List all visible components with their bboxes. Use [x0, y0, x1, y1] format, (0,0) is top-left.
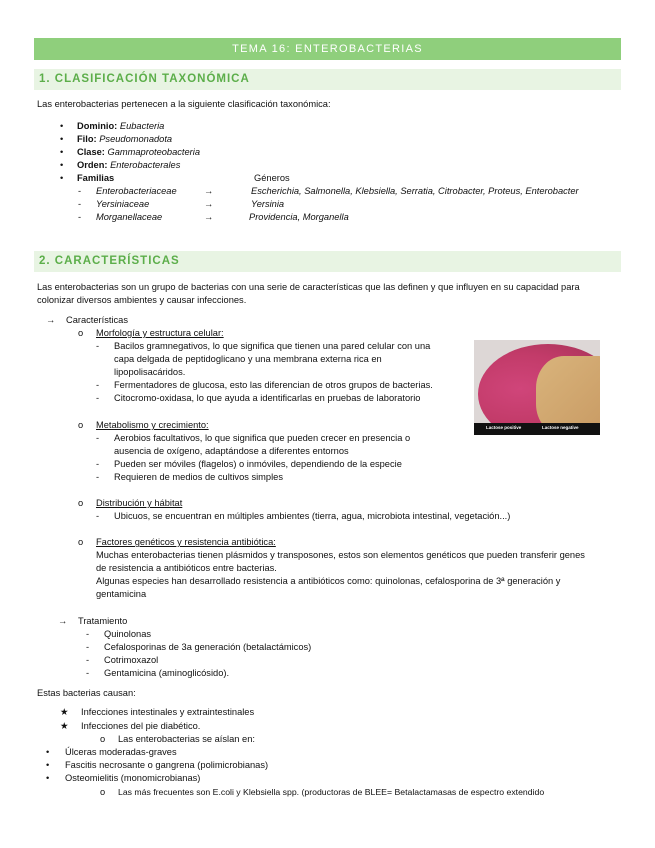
arrow-icon: →	[204, 186, 214, 196]
factores-line: gentamicina	[96, 589, 147, 599]
morfologia-line: Bacilos gramnegativos, lo que significa que tienen una pared celular con una	[114, 341, 431, 351]
dash-glyph: -	[96, 472, 100, 482]
tratamiento-item: Gentamicina (aminoglicósido).	[104, 668, 230, 678]
dash-glyph: -	[78, 212, 82, 222]
arrow-icon: →	[58, 616, 68, 626]
photo-caption-left: Lactose positive	[486, 425, 522, 430]
aislan-text: Las enterobacterias se aíslan en:	[118, 734, 255, 744]
family-genera: Escherichia, Salmonella, Klebsiella, Serratia, Citrobacter, Proteus, Enterobacter	[251, 186, 579, 196]
section2-heading: 2. CARACTERÍSTICAS	[39, 255, 180, 267]
arrow-icon: →	[204, 199, 214, 209]
circle-bullet: o	[78, 328, 84, 338]
taxonomy-item: Clase: Gammaproteobacteria	[77, 147, 200, 157]
morfologia-line: Citocromo-oxidasa, lo que ayuda a identificarlas en pruebas de laboratorio	[114, 393, 421, 403]
dash-glyph: -	[86, 655, 90, 665]
dash-glyph: -	[96, 433, 100, 443]
photo-caption-right: Lactose negative	[542, 425, 579, 430]
bullet-glyph: •	[46, 747, 50, 757]
metabolismo-title: Metabolismo y crecimiento:	[96, 420, 209, 430]
family-genera: Providencia, Morganella	[249, 212, 349, 222]
metabolismo-line: Pueden ser móviles (flagelos) o inmóviles, dependiendo de la especie	[114, 459, 402, 469]
circle-bullet: o	[78, 420, 84, 430]
causan-star-item: Infecciones del pie diabético.	[81, 721, 201, 731]
bullet-glyph: •	[60, 160, 64, 170]
factores-line: de resistencia a antibióticos entre bacterias.	[96, 563, 277, 573]
culture-plate-photo	[474, 340, 600, 435]
section1-intro: Las enterobacterias pertenecen a la siguiente clasificación taxonómica:	[37, 99, 331, 109]
section2-heading-bar	[34, 251, 621, 272]
factores-line: Muchas enterobacterias tienen plásmidos y transposones, estos son elementos genéticos que pueden transferir genes	[96, 550, 585, 560]
page-title: TEMA 16: ENTEROBACTERIAS	[232, 43, 423, 55]
factores-line: Algunas especies han desarrollado resistencia a antibióticos como: quinolonas, cefalosporina de 3ª generación y	[96, 576, 561, 586]
dash-glyph: -	[96, 380, 100, 390]
circle-bullet: o	[100, 787, 106, 797]
title-banner	[34, 38, 621, 60]
bullet-glyph: •	[60, 147, 64, 157]
familias-label: Familias	[77, 173, 115, 183]
taxonomy-item: Dominio: Eubacteria	[77, 121, 165, 131]
caracteristicas-label: Características	[66, 315, 128, 325]
causan-bullet-item: Fascitis necrosante o gangrena (polimicrobianas)	[65, 760, 269, 770]
dash-glyph: -	[96, 511, 100, 521]
causan-label: Estas bacterias causan:	[37, 688, 136, 698]
arrow-icon: →	[204, 212, 214, 222]
distribucion-line: Ubicuos, se encuentran en múltiples ambientes (tierra, agua, microbiota intestinal, vegetación...)	[114, 511, 511, 521]
bullet-glyph: •	[46, 760, 50, 770]
taxonomy-item: Filo: Pseudomonadota	[77, 134, 173, 144]
metabolismo-line: Aerobios facultativos, lo que significa que pueden crecer en presencia o	[114, 433, 411, 443]
dash-glyph: -	[78, 199, 82, 209]
distribucion-title: Distribución y hábitat	[96, 498, 183, 508]
bullet-glyph: •	[60, 121, 64, 131]
star-icon: ★	[60, 721, 69, 731]
morfologia-title: Morfología y estructura celular:	[96, 328, 224, 338]
factores-title: Factores genéticos y resistencia antibiótica:	[96, 537, 276, 547]
bullet-glyph: •	[60, 134, 64, 144]
dash-glyph: -	[96, 341, 100, 351]
dash-glyph: -	[86, 642, 90, 652]
morfologia-line: capa delgada de peptidoglicano y una membrana externa rica en	[114, 354, 382, 364]
dash-glyph: -	[96, 459, 100, 469]
section2-intro-line: Las enterobacterias son un grupo de bacterias con una serie de características que las definen y que influyen en su capacidad para	[37, 282, 580, 292]
dash-glyph: -	[86, 629, 90, 639]
bullet-glyph: •	[60, 173, 64, 183]
circle-bullet: o	[78, 537, 84, 547]
section2-intro-line: colonizar diversos ambientes y causar infecciones.	[37, 295, 247, 305]
morfologia-line: Fermentadores de glucosa, esto las diferencian de otros grupos de bacterias.	[114, 380, 433, 390]
tratamiento-item: Cefalosporinas de 3a generación (betalactámicos)	[104, 642, 312, 652]
morfologia-line: lipopolisacáridos.	[114, 367, 186, 377]
dash-glyph: -	[78, 186, 82, 196]
section1-heading: 1. CLASIFICACIÓN TAXONÓMICA	[39, 73, 250, 85]
family-genera: Yersinia	[251, 199, 285, 209]
generos-label: Géneros	[254, 173, 290, 183]
bullet-glyph: •	[46, 773, 50, 783]
frecuentes-text: Las más frecuentes son E.coli y Klebsiella spp. (productoras de BLEE= Betalactamasas de espectro extendido	[118, 787, 545, 797]
photo-caption-bar	[474, 423, 600, 435]
family-name: Morganellaceae	[96, 212, 163, 222]
star-icon: ★	[60, 707, 69, 717]
arrow-icon: →	[46, 315, 56, 325]
causan-star-item: Infecciones intestinales y extraintestinales	[81, 707, 255, 717]
tratamiento-item: Cotrimoxazol	[104, 655, 159, 665]
metabolismo-line: ausencia de oxígeno, adaptándose a diferentes entornos	[114, 446, 349, 456]
circle-bullet: o	[78, 498, 84, 508]
metabolismo-line: Requieren de medios de cultivos simples	[114, 472, 283, 482]
dash-glyph: -	[86, 668, 90, 678]
causan-bullet-item: Úlceras moderadas-graves	[65, 747, 177, 757]
tratamiento-label: Tratamiento	[78, 616, 128, 626]
taxonomy-item: Orden: Enterobacterales	[77, 160, 181, 170]
circle-bullet: o	[100, 734, 106, 744]
family-name: Yersiniaceae	[96, 199, 150, 209]
family-name: Enterobacteriaceae	[96, 186, 177, 196]
section1-heading-bar	[34, 69, 621, 90]
tratamiento-item: Quinolonas	[104, 629, 152, 639]
dash-glyph: -	[96, 393, 100, 403]
causan-bullet-item: Osteomielitis (monomicrobianas)	[65, 773, 201, 783]
